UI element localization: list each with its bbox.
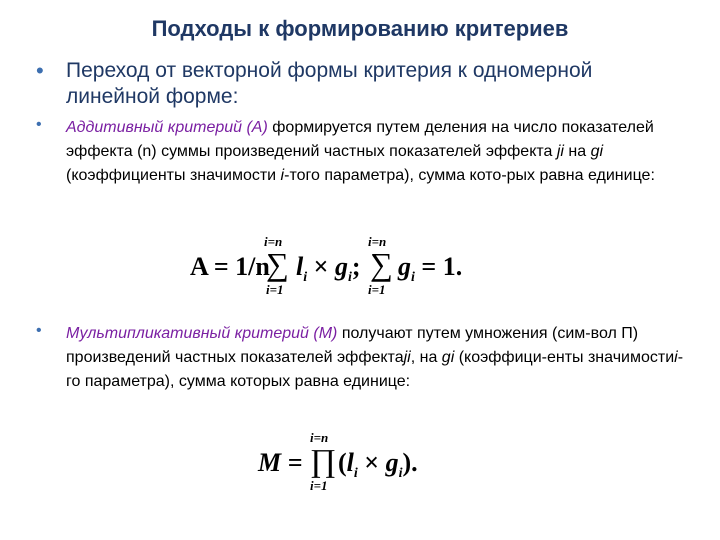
multiplicative-formula: M = i=n ∏ i=1 $(l_i \times g_i)$. — [258, 430, 418, 493]
bullet-text-1: Переход от векторной формы критерия к одномерной линейной форме: — [66, 59, 593, 108]
bullet-dot-icon: • — [36, 116, 42, 133]
bullet-dot-icon: • — [36, 58, 44, 83]
bullet-dot-icon: • — [36, 322, 42, 339]
slide-title: Подходы к формированию критериев — [151, 16, 569, 41]
additive-formula: A = 1/n i=n ∑ i=1 $l_i \times g_i$; i=n ∑ i=1 $g_i = 1$. — [190, 234, 463, 297]
bullet-text-3: Мультипликативный критерий (М) получают путем умножения (сим-вол П) произведений частных показателей эффектаji, на gi (коэффици-енты значимостиi-го параметра), сумма которых равна единице: — [66, 325, 684, 390]
additive-criterion-term: Аддитивный критерий (А) — [66, 119, 268, 136]
bullet-text-2: Аддитивный критерий (А) формируется путем деления на число показателей эффекта (n) суммы произведений частных показателей эффекта ji на gi (коэффициенты значимости i-того параметра), сумма кото-рых равна единице: — [66, 119, 655, 184]
product-symbol: ∏ — [310, 442, 337, 478]
multiplicative-criterion-term: Мультипликативный критерий (М) — [66, 325, 338, 342]
sum-symbol: ∑ — [370, 246, 393, 282]
sum-symbol: ∑ — [266, 246, 289, 282]
